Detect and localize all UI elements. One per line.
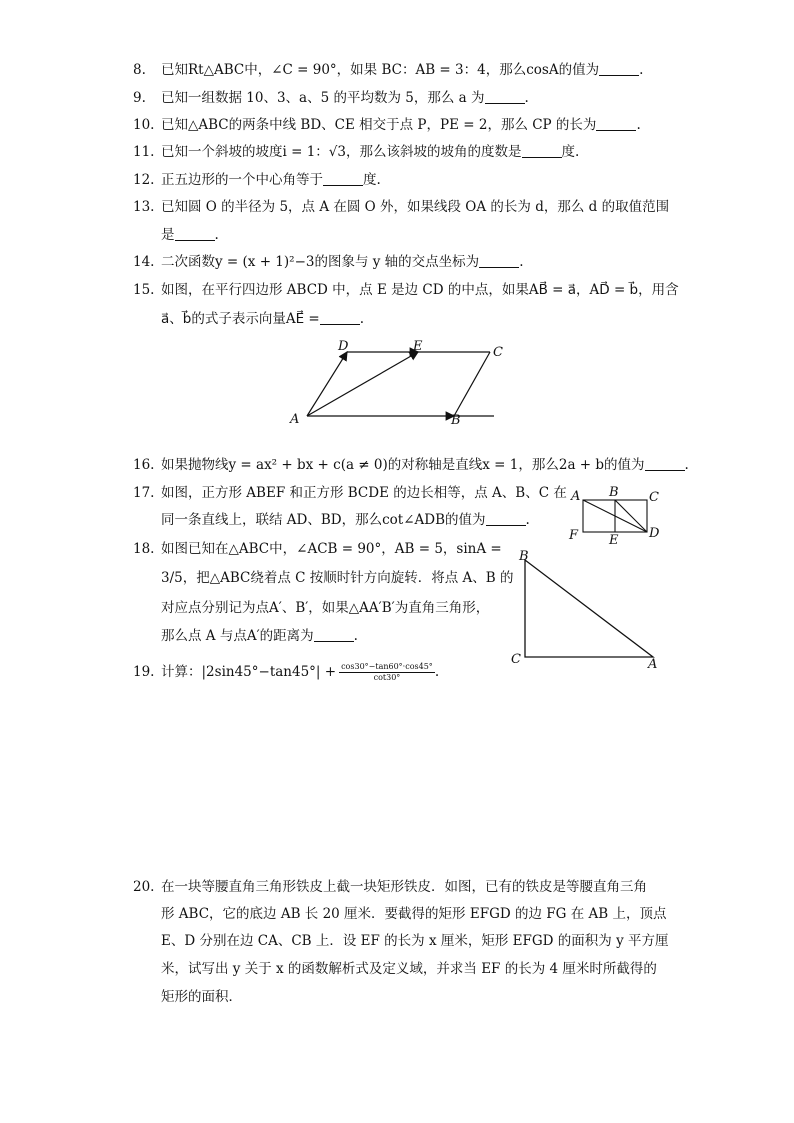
question-text-cont: 米，试写出 y 关于 x 的函数解析式及定义域，并求当 EF 的长为 4 厘米时所截得的 [161,961,657,977]
question-number: 11. [133,144,155,160]
question-15-cont [161,310,364,328]
question-14 [133,253,523,271]
triangle-abc [525,560,653,657]
question-20-line-2 [161,905,666,923]
label-c: C [649,490,659,505]
question-end: . [434,664,440,680]
answer-blank[interactable] [175,227,215,241]
segment-bd [615,500,647,532]
question-8 [133,61,643,79]
triangle-figure [505,546,670,674]
question-9 [133,89,529,107]
answer-blank[interactable] [645,457,685,471]
question-text: 计算：|2sin45°−tan45°| + [161,664,337,680]
question-11 [133,143,579,161]
question-17-cont [161,511,530,529]
question-number: 13. [133,199,155,215]
answer-blank[interactable] [599,62,639,76]
question-15 [133,281,679,299]
question-text-cont: 矩形的面积． [161,989,242,1005]
answer-blank[interactable] [479,254,519,268]
question-text: 二次函数y = (x + 1)²−3的图象与 y 轴的交点坐标为 [161,254,480,270]
question-12 [133,171,381,189]
question-end: 度. [363,172,381,188]
question-20-line-4 [161,960,657,978]
question-end: . [353,628,358,644]
question-text: 已知△ABC的两条中线 BD、CE 相交于点 P，PE = 2，那么 CP 的长为 [161,117,597,133]
question-18-cont-1 [161,569,514,587]
question-text-cont: a⃗、b⃗的式子表示向量AE⃗ = [161,311,320,327]
label-c: C [493,345,503,360]
label-e: E [609,533,619,546]
answer-blank[interactable] [320,311,360,325]
question-number: 19. [133,664,155,680]
question-20-line-5 [161,988,242,1006]
answer-blank[interactable] [323,172,363,186]
label-f: F [569,528,579,543]
question-19 [133,662,439,683]
question-text-cont: 对应点分别记为点A′、B′，如果△AA′B′为直角三角形， [161,600,490,616]
question-end: . [636,117,641,133]
label-b: B [519,549,529,564]
question-text: 已知Rt△ABC中，∠C = 90°，如果 BC：AB = 3：4，那么cosA的值为 [161,62,600,78]
question-number: 8. [133,62,146,78]
label-d: D [338,339,349,354]
question-text: 如图，正方形 ABEF 和正方形 BCDE 的边长相等，点 A、B、C 在 [161,485,567,501]
question-text: 正五边形的一个中心角等于 [161,172,323,188]
question-text-cont: 同一条直线上，联结 AD、BD，那么cot∠ADB的值为 [161,512,486,528]
question-18-cont-3 [161,627,358,645]
question-text: 已知一组数据 10、3、a、5 的平均数为 5，那么 a 为 [161,90,485,106]
fraction-denominator: cot30° [373,673,401,682]
question-end: . [524,90,529,106]
question-end: . [684,457,689,473]
question-20-line-3 [161,932,669,950]
question-number: 15. [133,282,155,298]
answer-blank[interactable] [314,628,354,642]
parallelogram-figure [280,332,520,432]
answer-blank[interactable] [486,512,526,526]
question-20 [133,878,647,896]
label-b: B [609,485,619,500]
answer-blank[interactable] [485,90,525,104]
question-text: 如图已知在△ABC中，∠ACB = 90°，AB = 5，sinA = [161,541,502,557]
question-text-cont: 是 [161,227,175,243]
question-number: 18. [133,541,155,557]
question-text: 在一块等腰直角三角形铁皮上截一块矩形铁皮．如图，已有的铁皮是等腰直角三角 [161,879,647,895]
question-end: . [519,254,524,270]
question-end: . [359,311,365,327]
vector-ad [307,352,347,416]
question-end: . [214,227,219,243]
question-number: 16. [133,457,155,473]
label-c: C [511,652,521,667]
fraction-numerator: cos30°−tan60°·cos45° [341,662,433,671]
label-d: D [649,526,660,541]
question-text-cont: 形 ABC，它的底边 AB 长 20 厘米．要截得的矩形 EFGD 的边 FG 在 AB 上，顶点 [161,906,667,922]
question-end: 度. [561,144,580,160]
question-text-cont: 3/5，把△ABC绕着点 C 按顺时针方向旋转．将点 A、B 的 [161,570,514,586]
question-text-cont: E、D 分别在边 CA、CB 上．设 EF 的长为 x 厘米，矩形 EFGD 的面积为 y 平方厘 [161,933,669,949]
segment-cb [454,352,490,416]
question-13-cont [161,226,219,244]
question-end: . [639,62,644,78]
question-number: 14. [133,254,155,270]
label-a: A [648,657,658,672]
answer-blank[interactable] [522,144,562,158]
question-10 [133,116,641,134]
label-e: E [413,339,423,354]
question-number: 10. [133,117,155,133]
question-text: 已知一个斜坡的坡度i = 1：√3，那么该斜坡的坡角的度数是 [161,144,522,160]
label-b: B [451,413,461,428]
question-number: 20. [133,879,155,895]
question-18 [133,540,502,558]
question-text: 已知圆 O 的半径为 5，点 A 在圆 O 外，如果线段 OA 的长为 d，那么 d 的取值范围 [161,199,670,215]
question-text-cont: 那么点 A 与点A′的距离为 [161,628,314,644]
answer-blank[interactable] [596,117,636,131]
question-16 [133,456,689,474]
question-number: 9. [133,90,146,106]
question-number: 12. [133,172,155,188]
squares-figure [565,484,665,546]
fraction [339,662,435,683]
question-number: 17. [133,485,155,501]
question-text: 如图，在平行四边形 ABCD 中，点 E 是边 CD 的中点，如果AB⃗ = a⃗，AD⃗ = b⃗，用含 [161,282,679,298]
question-17 [133,484,567,502]
question-18-cont-2 [161,599,489,617]
question-end: . [525,512,530,528]
label-a: A [571,489,581,504]
question-text: 如果抛物线y = ax² + bx + c(a ≠ 0)的对称轴是直线x = 1，那么2a + b的值为 [161,457,645,473]
label-a: A [290,412,300,427]
vector-ae [307,352,418,416]
question-13 [133,198,669,216]
